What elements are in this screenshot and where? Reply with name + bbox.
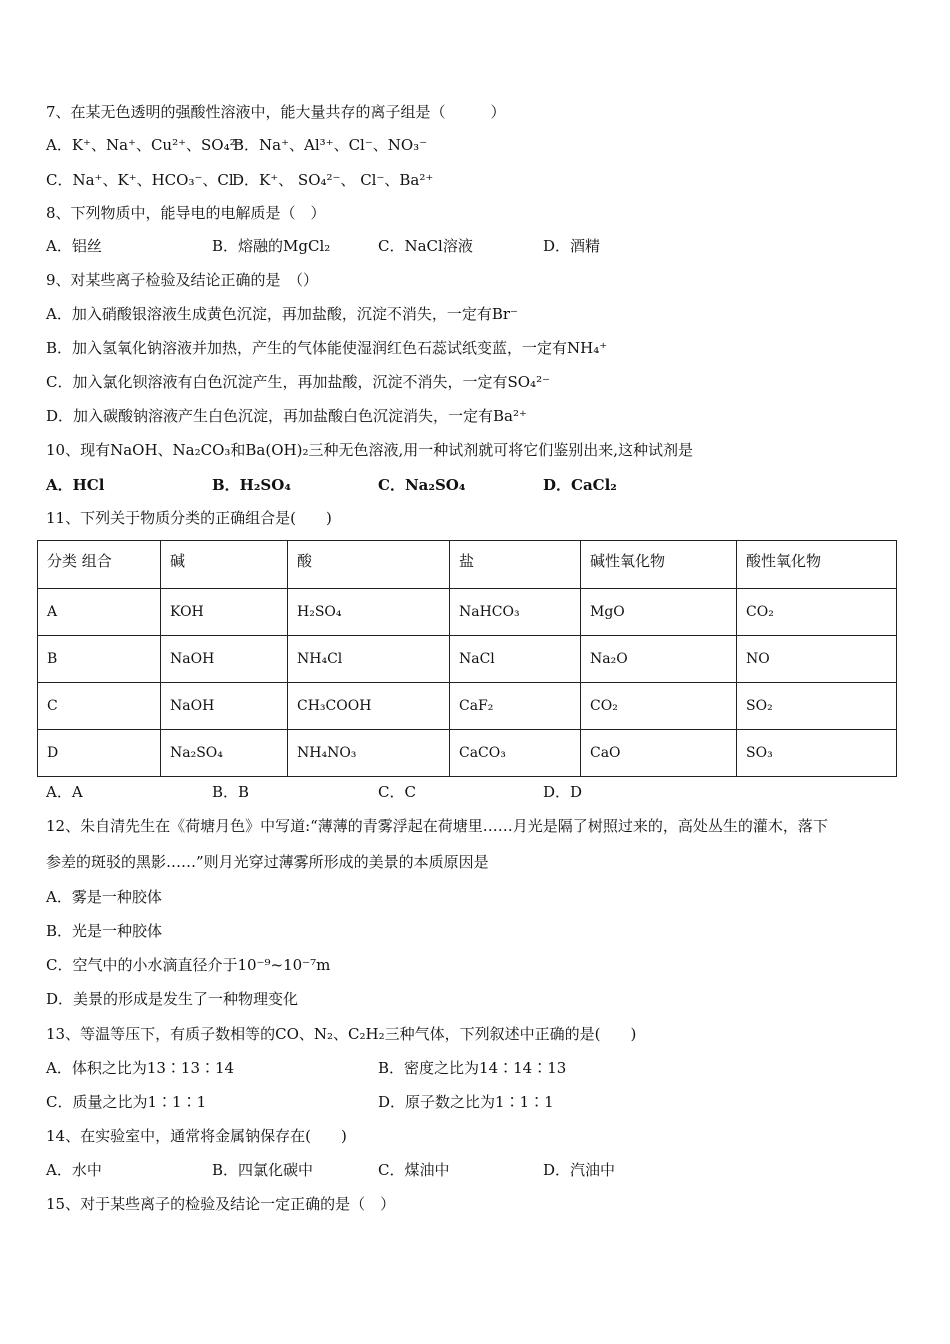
q14-option-b: B．四氯化碳中 [212,1161,314,1179]
q7-option-a: A．K⁺、Na⁺、Cu²⁺、SO₄²⁻ [46,136,244,154]
table-row [38,730,897,777]
table-cell: CaCO₃ [450,730,581,777]
table-cell: SO₃ [737,730,897,777]
table-row [38,589,897,636]
table-cell: CO₂ [581,683,737,730]
q8-option-a: A．铝丝 [46,237,102,255]
question-11-stem: 11、下列关于物质分类的正确组合是( ) [46,509,332,527]
q7-option-b: B．Na⁺、Al³⁺、Cl⁻、NO₃⁻ [233,136,428,154]
question-9-stem: 9、对某些离子检验及结论正确的是 （） [46,271,319,289]
table-cell: NaHCO₃ [450,589,581,636]
q12-option-d: D．美景的形成是发生了一种物理变化 [46,990,299,1008]
table-cell: MgO [581,589,737,636]
q8-option-c: C．NaCl溶液 [378,237,473,255]
question-13-stem: 13、等温等压下，有质子数相等的CO、N₂、C₂H₂三种气体，下列叙述中正确的是( ) [46,1025,637,1043]
q9-option-c: C．加入氯化钡溶液有白色沉淀产生，再加盐酸，沉淀不消失，一定有SO₄²⁻ [46,373,550,391]
q7-option-c: C．Na⁺、K⁺、HCO₃⁻、Cl⁻ [46,171,242,189]
q11-option-d: D．D [543,783,583,801]
q8-option-b: B．熔融的MgCl₂ [212,237,331,255]
table-cell: KOH [161,589,288,636]
table-cell: NH₄Cl [288,636,450,683]
table-cell: CaF₂ [450,683,581,730]
question-10-stem: 10、现有NaOH、Na₂CO₃和Ba(OH)₂三种无色溶液,用一种试剂就可将它们鉴别出来,这种试剂是 [46,441,694,459]
question-14-stem: 14、在实验室中，通常将金属钠保存在( ) [46,1127,347,1145]
question-12-stem: 12、朱自清先生在《荷塘月色》中写道:“薄薄的青雾浮起在荷塘里……月光是隔了树照过来的，高处丛生的灌木，落下 [46,817,828,835]
q12-option-a: A．雾是一种胶体 [46,888,162,906]
table-cell: Na₂SO₄ [161,730,288,777]
table-header: 酸 [288,541,450,589]
table-header: 盐 [450,541,581,589]
q10-option-c: C．Na₂SO₄ [378,476,466,494]
q13-option-d: D．原子数之比为1∶1∶1 [378,1093,554,1111]
table-cell: CaO [581,730,737,777]
table-cell: D [38,730,161,777]
table-header: 碱性氧化物 [581,541,737,589]
q9-option-a: A．加入硝酸银溶液生成黄色沉淀，再加盐酸，沉淀不消失，一定有Br⁻ [46,305,518,323]
q11-option-a: A．A [46,783,83,801]
q11-option-c: C．C [378,783,416,801]
table-row [38,636,897,683]
table-header: 酸性氧化物 [737,541,897,589]
q14-option-a: A．水中 [46,1161,102,1179]
classification-table [37,540,897,777]
q14-option-c: C．煤油中 [378,1161,450,1179]
table-cell: Na₂O [581,636,737,683]
q13-option-c: C．质量之比为1∶1∶1 [46,1093,207,1111]
table-cell: NaOH [161,683,288,730]
q9-option-d: D．加入碳酸钠溶液产生白色沉淀，再加盐酸白色沉淀消失，一定有Ba²⁺ [46,407,527,425]
q7-option-d: D．K⁺、 SO₄²⁻、 Cl⁻、Ba²⁺ [232,171,434,189]
table-cell: H₂SO₄ [288,589,450,636]
question-8-stem: 8、下列物质中，能导电的电解质是（ ） [46,204,326,222]
table-cell: NH₄NO₃ [288,730,450,777]
table-cell: CO₂ [737,589,897,636]
table-cell: B [38,636,161,683]
q10-option-b: B．H₂SO₄ [212,476,291,494]
q10-option-a: A．HCl [46,476,105,494]
q10-option-d: D．CaCl₂ [543,476,617,494]
table-header: 分类 组合 [38,541,161,589]
table-row [38,683,897,730]
table-cell: NO [737,636,897,683]
table-cell: A [38,589,161,636]
table-cell: NaOH [161,636,288,683]
q9-option-b: B．加入氢氧化钠溶液并加热，产生的气体能使湿润红色石蕊试纸变蓝，一定有NH₄⁺ [46,339,608,357]
table-cell: SO₂ [737,683,897,730]
table-cell: C [38,683,161,730]
question-7-stem: 7、在某无色透明的强酸性溶液中，能大量共存的离子组是（ ） [46,103,506,121]
q11-option-b: B．B [212,783,250,801]
q13-option-b: B．密度之比为14∶14∶13 [378,1059,567,1077]
table-cell: NaCl [450,636,581,683]
table-header: 碱 [161,541,288,589]
q8-option-d: D．酒精 [543,237,601,255]
question-15-stem: 15、对于某些离子的检验及结论一定正确的是（ ） [46,1195,396,1213]
question-12-stem-cont: 参差的斑驳的黑影……”则月光穿过薄雾所形成的美景的本质原因是 [46,853,489,871]
q14-option-d: D．汽油中 [543,1161,616,1179]
table-cell: CH₃COOH [288,683,450,730]
table-header-row [38,541,897,589]
q12-option-b: B．光是一种胶体 [46,922,163,940]
q12-option-c: C．空气中的小水滴直径介于10⁻⁹~10⁻⁷m [46,956,331,974]
q13-option-a: A．体积之比为13∶13∶14 [46,1059,235,1077]
